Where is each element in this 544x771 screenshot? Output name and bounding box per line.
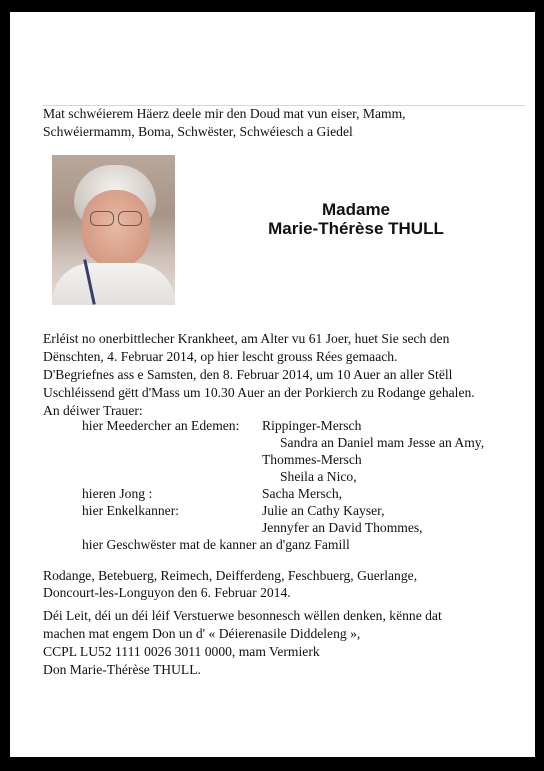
mourners-grandchildren-1: Julie an Cathy Kayser, — [262, 503, 385, 518]
honorific-title: Madame — [321, 200, 391, 219]
announcement-line-1: Erléist no onerbittlecher Krankheet, am Alter vu 61 Joer, huet Sie sech den — [43, 331, 450, 346]
announcement-line-5: An déiwer Trauer: — [43, 403, 143, 418]
mourners-family-1-members: Sandra an Daniel mam Jesse an Amy, — [280, 435, 485, 450]
donation-line-2: machen mat engem Don un d' « Déierenasile Diddeleng », — [43, 626, 361, 641]
obituary-page — [10, 12, 535, 757]
intro-line-1: Mat schwéierem Häerz deele mir den Doud mat vun eiser, Mamm, — [43, 106, 406, 121]
places-line-2: Doncourt-les-Longuyon den 6. Februar 2014. — [43, 585, 291, 600]
mourners-siblings: hier Geschwëster mat de kanner an d'ganz Famill — [82, 537, 350, 552]
announcement-line-3: D'Begriefnes ass e Samsten, den 8. Februar 2014, um 10 Auer an aller Stëll — [43, 367, 453, 382]
mourners-family-1: Rippinger-Mersch — [262, 418, 362, 433]
portrait-photo — [52, 155, 175, 305]
mourners-grandchildren-label: hier Enkelkanner: — [82, 503, 180, 518]
mourners-daughters-label: hier Meedercher an Edemen: — [82, 418, 240, 433]
places-line-1: Rodange, Betebuerg, Reimech, Deifferdeng, Feschbuerg, Guerlange, — [43, 568, 418, 583]
mourners-son: Sacha Mersch, — [262, 486, 343, 501]
donation-line-1: Déi Leit, déi un déi léif Verstuerwe besonnesch wëllen denken, kënne dat — [43, 608, 442, 623]
announcement-line-2: Dënschten, 4. Februar 2014, op hier lescht grouss Rées gemaach. — [43, 349, 398, 364]
mourners-family-2: Thommes-Mersch — [262, 452, 362, 467]
donation-line-4: Don Marie-Thérèse THULL. — [43, 662, 201, 677]
deceased-name: Marie-Thérèse THULL — [268, 219, 444, 238]
donation-line-3: CCPL LU52 1111 0026 3011 0000, mam Vermierk — [43, 644, 320, 659]
announcement-line-4: Uschléissend gëtt d'Mass um 10.30 Auer an der Porkierch zu Rodange gehalen. — [43, 385, 475, 400]
intro-line-2: Schwéiermamm, Boma, Schwëster, Schwéiesch a Giedel — [43, 124, 353, 139]
mourners-grandchildren-2: Jennyfer an David Thommes, — [262, 520, 423, 535]
mourners-son-label: hieren Jong : — [82, 486, 153, 501]
mourners-family-2-members: Sheila a Nico, — [280, 469, 357, 484]
